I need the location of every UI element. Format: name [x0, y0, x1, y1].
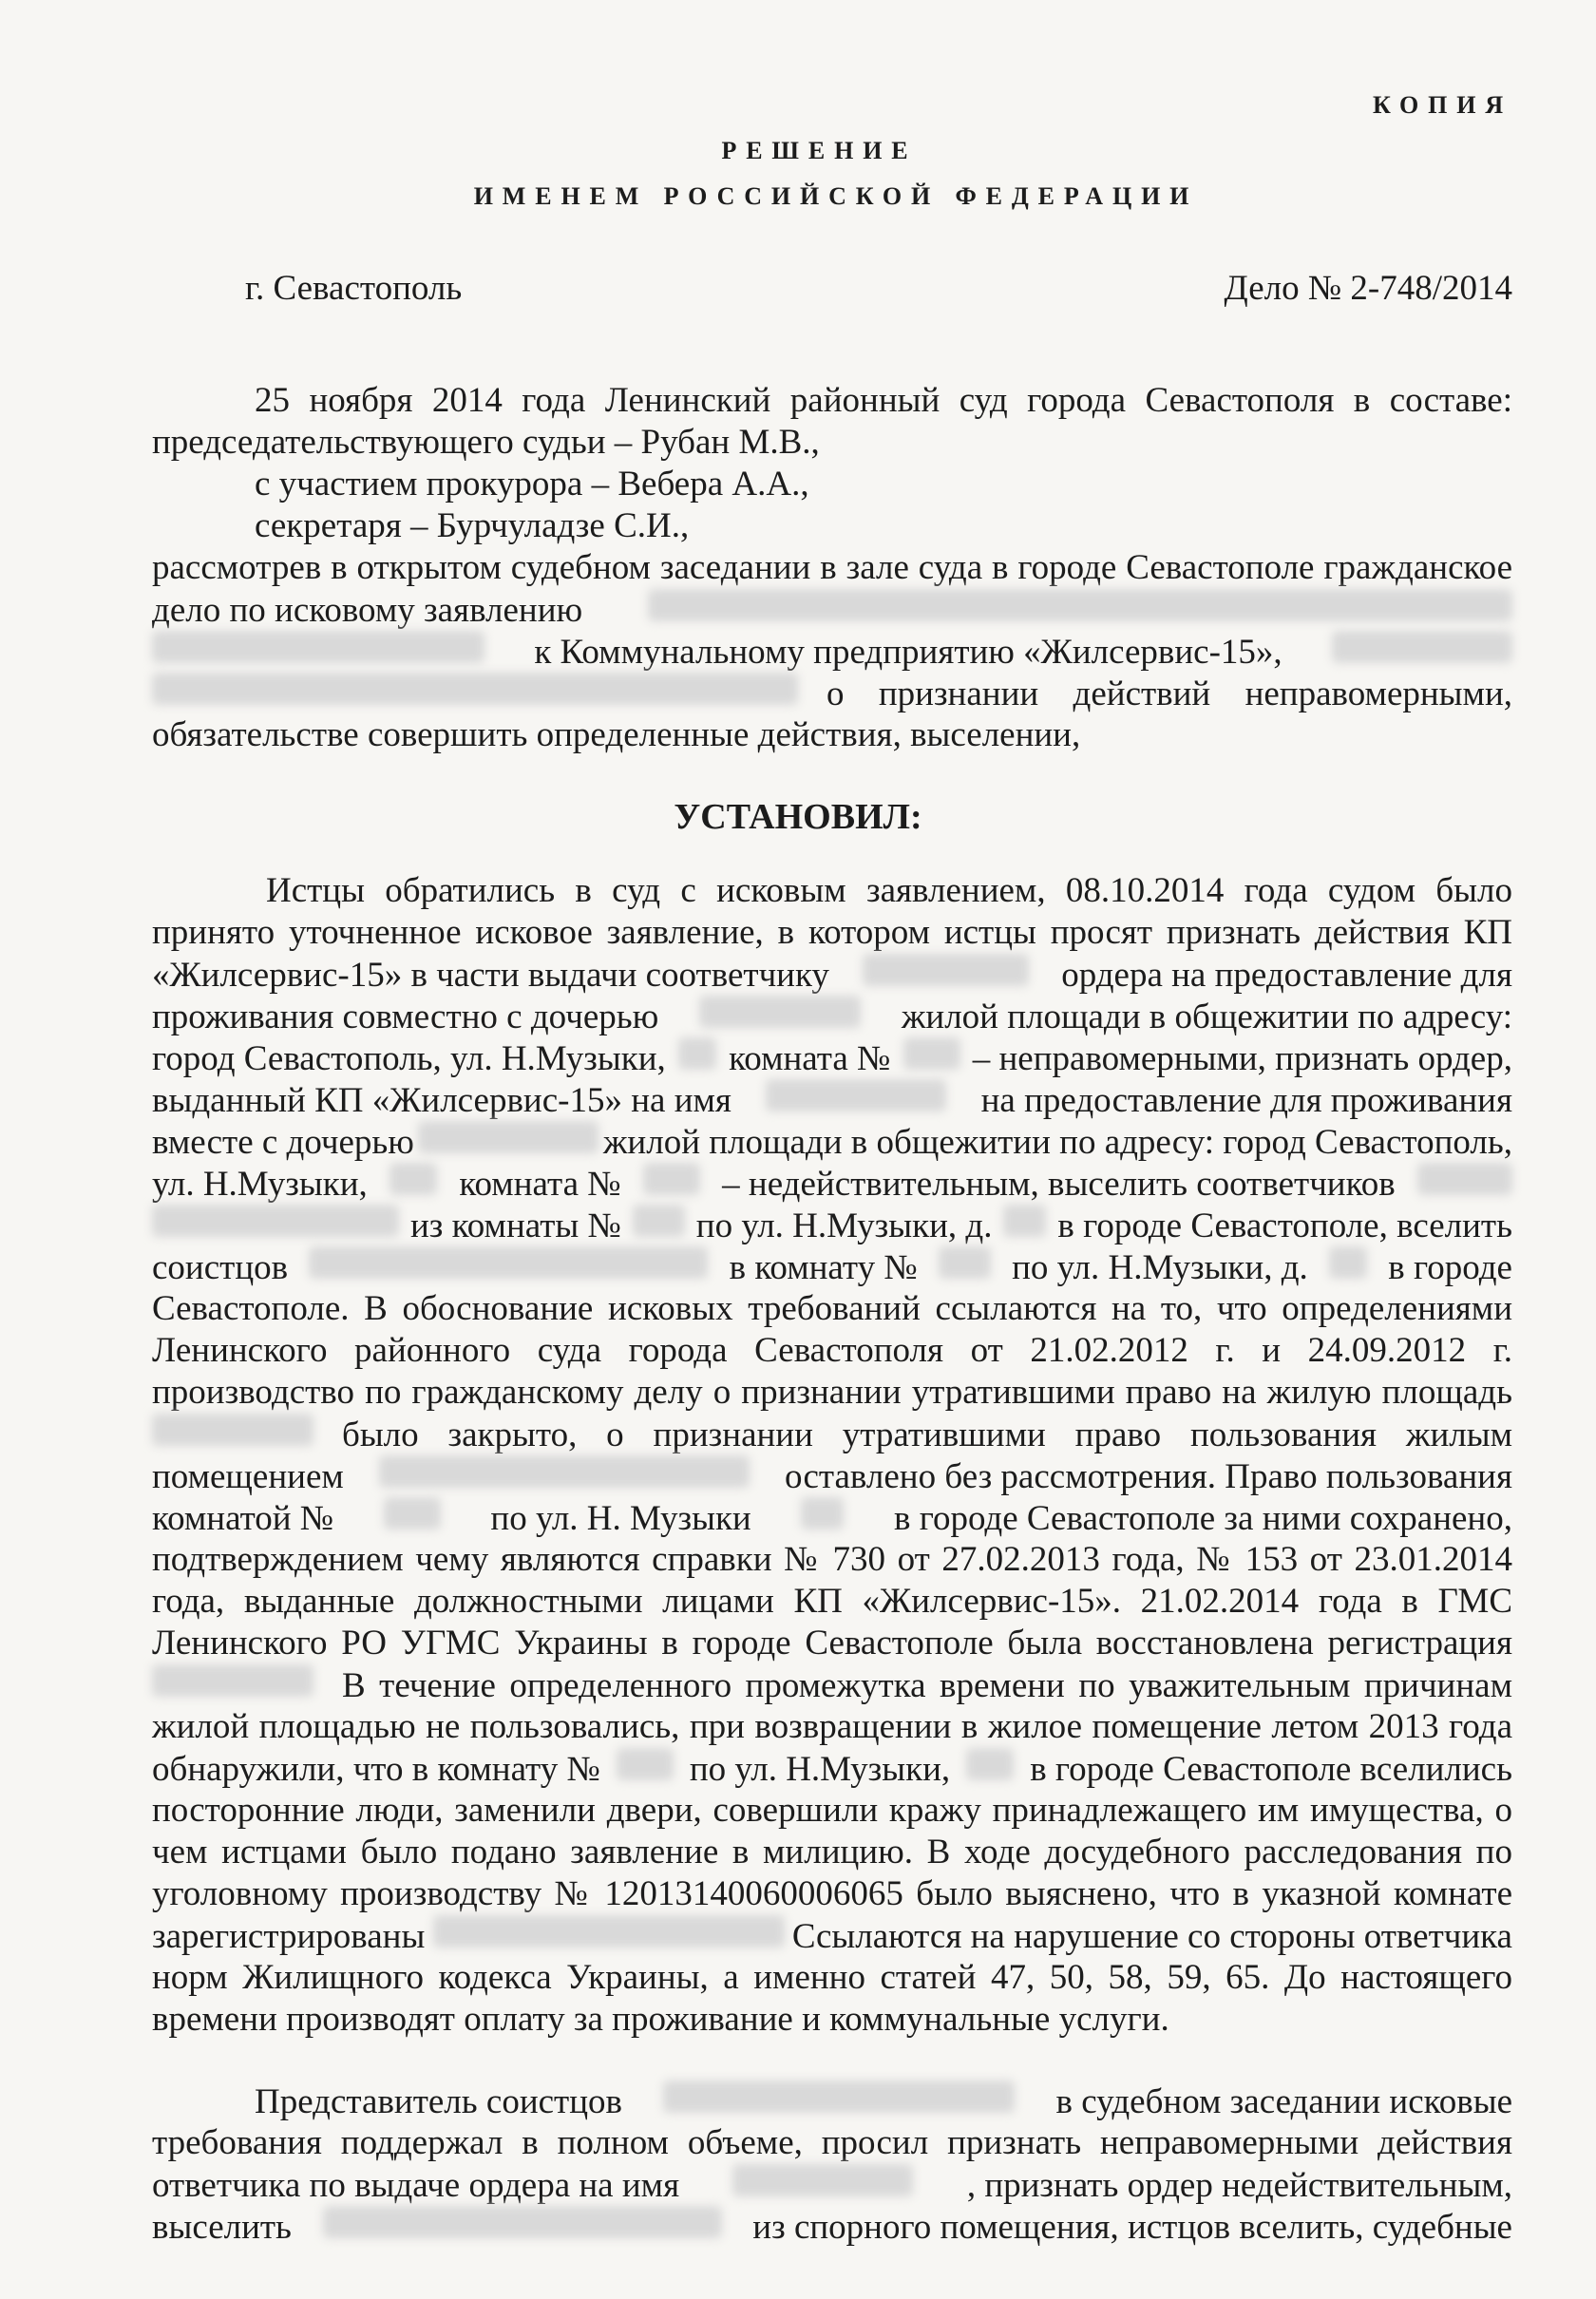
- redacted-number: [617, 1748, 674, 1780]
- redacted-number: [939, 1246, 991, 1279]
- intro-line: председательствующего судьи – Рубан М.В.,: [152, 423, 820, 462]
- body-line: соистцов в комнату № по ул. Н.Музыки, д. в городе: [152, 1248, 1512, 1287]
- document-subtitle: ИМЕНЕМ РОССИЙСКОЙ ФЕДЕРАЦИИ: [473, 182, 1199, 210]
- body-line: ул. Н.Музыки, комната № – недействительным, выселить соответчиков: [152, 1163, 1512, 1206]
- body-line: принято уточненное исковое заявление, в котором истцы просят признать действия КП: [152, 913, 1512, 952]
- body-line: времени производят оплату за проживание и коммунальные услуги.: [152, 2000, 1169, 2039]
- redacted-name: [863, 954, 1029, 986]
- body-line: из комнаты № по ул. Н.Музыки, д. в городе Севастополе, вселить: [152, 1205, 1512, 1247]
- section-heading: УСТАНОВИЛ:: [674, 797, 922, 837]
- intro-line: обязательстве совершить определенные действия, выселении,: [152, 715, 1081, 754]
- redacted-number: [1329, 1246, 1367, 1279]
- body-line: вместе с дочерью жилой площади в общежитии по адресу: город Севастополь,: [152, 1123, 1512, 1162]
- case-number: Дело № 2-748/2014: [1224, 269, 1512, 308]
- body-line: посторонние люди, заменили двери, совершили кражу принадлежащего им имущества, о: [152, 1791, 1512, 1830]
- body-line: Ленинского районного суда города Севастополя от 21.02.2012 г. и 24.09.2012 г.: [152, 1331, 1512, 1370]
- redacted-name: [648, 589, 1512, 621]
- body-line: жилой площадью не пользовались, при возвращении в жилое помещение летом 2013 года: [152, 1707, 1512, 1746]
- redacted-name: [309, 1246, 708, 1279]
- intro-line: рассмотрев в открытом судебном заседании в зале суда в городе Севастополе гражданское: [152, 548, 1512, 587]
- body-line: чем истцами было подано заявление в милицию. В ходе досудебного расследования по: [152, 1833, 1512, 1872]
- body-line: было закрыто, о признании утратившими право пользования жилым: [152, 1414, 1512, 1456]
- redacted-number: [903, 1037, 960, 1070]
- redacted-number: [384, 1497, 441, 1530]
- redacted-number: [966, 1748, 1014, 1780]
- body-line: выданный КП «Жилсервис-15» на имя на предоставление для проживания: [152, 1081, 1512, 1120]
- rep-line: выселить из спорного помещения, истцов вселить, судебные: [152, 2208, 1512, 2247]
- redacted-name: [663, 2080, 1015, 2113]
- redacted-name: [152, 673, 798, 705]
- copy-mark: КОПИЯ: [1372, 91, 1512, 119]
- redacted-name: [433, 1915, 785, 1948]
- redacted-name: [152, 1414, 314, 1446]
- body-line: проживания совместно с дочерью жилой площади в общежитии по адресу:: [152, 998, 1512, 1036]
- redacted-number: [390, 1163, 437, 1195]
- rep-line: ответчика по выдаче ордера на имя , признать ордер недействительным,: [152, 2166, 1512, 2205]
- redacted-name: [732, 2164, 913, 2196]
- redacted-name: [379, 1455, 750, 1488]
- body-line: Истцы обратились в суд с исковым заявлением, 08.10.2014 года судом было: [266, 871, 1512, 910]
- body-line: зарегистрированы Ссылаются на нарушение со стороны ответчика: [152, 1917, 1512, 1956]
- intro-line: с участием прокурора – Вебера А.А.,: [255, 465, 809, 504]
- body-line: подтверждением чему являются справки № 730 от 27.02.2013 года, № 153 от 23.01.2014: [152, 1540, 1512, 1579]
- redacted-number: [801, 1497, 844, 1530]
- document-title: РЕШЕНИЕ: [721, 137, 918, 164]
- redacted-name: [418, 1121, 598, 1153]
- redacted-name: [1417, 1163, 1512, 1195]
- redacted-name: [323, 2206, 722, 2238]
- redacted-number: [678, 1037, 716, 1070]
- body-line: «Жилсервис-15» в части выдачи соответчику ордера на предоставление для: [152, 956, 1512, 995]
- city-case-row: [245, 268, 1512, 310]
- redacted-name: [152, 631, 484, 663]
- body-line: года, выданные должностными лицами КП «Жилсервис-15». 21.02.2014 года в ГМС: [152, 1582, 1512, 1621]
- redacted-number: [643, 1163, 700, 1195]
- body-line: уголовному производству № 12013140060006065 было выяснено, что в указной комнате: [152, 1874, 1512, 1913]
- redacted-number: [1003, 1205, 1046, 1237]
- body-line: производство по гражданскому делу о признании утратившими право на жилую площадь: [152, 1373, 1512, 1412]
- redacted-name: [152, 1205, 399, 1237]
- redacted-name: [699, 996, 861, 1028]
- redacted-name: [1332, 631, 1512, 663]
- intro-line: секретаря – Бурчуладзе С.И.,: [255, 506, 690, 545]
- body-line: город Севастополь, ул. Н.Музыки, комната № – неправомерными, признать ордер,: [152, 1039, 1512, 1078]
- intro-line: 25 ноября 2014 года Ленинский районный суд города Севастополя в составе:: [255, 381, 1512, 420]
- redacted-name: [766, 1079, 946, 1112]
- intro-line: о признании действий неправомерными,: [152, 673, 1512, 715]
- body-line: норм Жилищного кодекса Украины, а именно статей 47, 50, 58, 59, 65. До настоящего: [152, 1958, 1512, 1997]
- body-line: комнатой № по ул. Н. Музыки в городе Севастополе за ними сохранено,: [152, 1499, 1512, 1538]
- body-line: обнаружили, что в комнату № по ул. Н.Музыки, в городе Севастополе вселились: [152, 1750, 1512, 1789]
- body-line: В течение определенного промежутка времени по уважительным причинам: [152, 1664, 1512, 1707]
- city: г. Севастополь: [245, 269, 463, 308]
- body-line: Севастополе. В обоснование исковых требований ссылаются на то, что определениями: [152, 1289, 1512, 1328]
- rep-line: Представитель соистцов в судебном заседании исковые: [255, 2082, 1512, 2121]
- redacted-number: [633, 1205, 685, 1237]
- intro-line: дело по исковому заявлению: [152, 589, 1512, 632]
- intro-line: к Коммунальному предприятию «Жилсервис-15»,: [152, 631, 1512, 674]
- redacted-name: [152, 1664, 314, 1697]
- rep-line: требования поддержал в полном объеме, просил признать неправомерными действия: [152, 2123, 1512, 2162]
- body-line: помещением оставлено без рассмотрения. Право пользования: [152, 1457, 1512, 1496]
- body-line: Ленинского РО УГМС Украины в городе Севастополе была восстановлена регистрация: [152, 1624, 1512, 1662]
